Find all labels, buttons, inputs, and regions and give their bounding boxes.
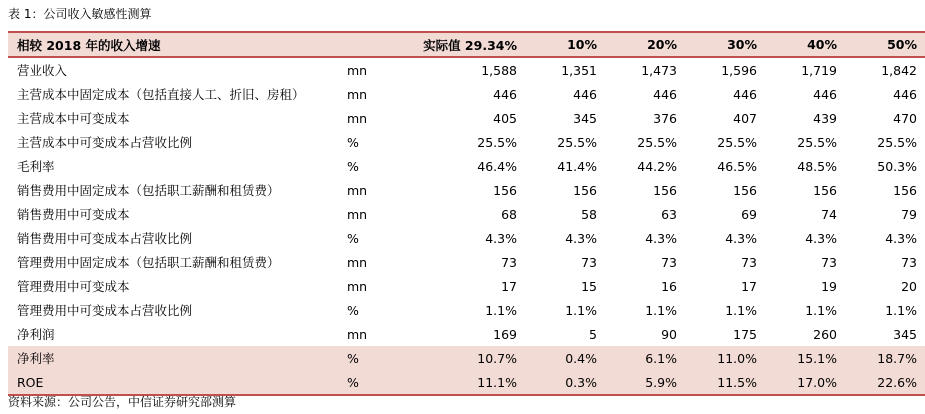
row-value: 69 (741, 206, 757, 222)
row-value: 15.1% (765, 346, 845, 370)
row-value: 1,351 (561, 62, 597, 78)
row-value: 4.3% (645, 230, 677, 246)
table-row (8, 130, 925, 154)
row-unit: mn (347, 326, 368, 342)
row-value: 470 (893, 110, 917, 126)
row-label: ROE (8, 370, 347, 395)
revenue-sensitivity-table (8, 31, 925, 396)
table-row (8, 346, 925, 370)
row-label: 净利率 (8, 346, 347, 370)
row-value: 446 (573, 86, 597, 102)
row-value: 446 (893, 86, 917, 102)
row-value: 63 (661, 206, 677, 222)
table-row (8, 82, 925, 106)
row-value: 17.0% (765, 370, 845, 395)
row-value: 4.3% (725, 230, 757, 246)
header-row (8, 32, 925, 57)
row-value: 260 (813, 326, 837, 342)
row-value: 1,719 (801, 62, 837, 78)
header-20pct: 20% (605, 32, 685, 57)
row-value: 25.5% (877, 134, 917, 150)
table-row (8, 106, 925, 130)
row-value: 376 (653, 110, 677, 126)
row-value: 17 (501, 278, 517, 294)
row-value: 20 (901, 278, 917, 294)
row-value: 5 (589, 326, 597, 342)
table-row (8, 226, 925, 250)
source-note: 资料来源：公司公告，中信证券研究部测算 (8, 395, 237, 409)
table-row (8, 298, 925, 322)
row-value: 4.3% (885, 230, 917, 246)
row-value: 0.3% (525, 370, 605, 395)
row-value: 156 (893, 182, 917, 198)
row-value: 73 (581, 254, 597, 270)
row-value: 405 (493, 110, 517, 126)
row-value: 4.3% (485, 230, 517, 246)
table-header (8, 32, 925, 57)
row-value: 1.1% (725, 302, 757, 318)
row-unit: mn (347, 206, 368, 222)
table-row (8, 250, 925, 274)
row-unit: mn (347, 254, 368, 270)
row-value: 68 (501, 206, 517, 222)
header-label: 相较 2018 年的收入增速 (8, 32, 347, 57)
table-body (8, 57, 925, 395)
table-row (8, 370, 925, 395)
row-value: 11.0% (685, 346, 765, 370)
row-value: 58 (581, 206, 597, 222)
row-unit: % (347, 158, 359, 174)
row-value: 345 (573, 110, 597, 126)
row-value: 446 (813, 86, 837, 102)
row-value: 407 (733, 110, 757, 126)
row-value: 1.1% (485, 302, 517, 318)
row-value: 46.4% (477, 158, 517, 174)
row-value: 22.6% (845, 370, 925, 395)
row-value: 1,473 (641, 62, 677, 78)
row-unit: mn (347, 110, 368, 126)
row-value: 50.3% (877, 158, 917, 174)
row-value: 11.1% (409, 370, 525, 395)
row-value: 41.4% (557, 158, 597, 174)
table-row (8, 322, 925, 346)
row-value: 25.5% (637, 134, 677, 150)
row-value: 25.5% (717, 134, 757, 150)
header-30pct: 30% (685, 32, 765, 57)
row-label: 主营成本中固定成本（包括直接人工、折旧、房租） (17, 87, 305, 102)
row-label: 销售费用中固定成本（包括职工薪酬和租赁费） (17, 183, 280, 198)
row-value: 439 (813, 110, 837, 126)
row-value: 73 (661, 254, 677, 270)
header-50pct: 50% (845, 32, 925, 57)
row-unit: mn (347, 86, 368, 102)
row-unit: % (347, 134, 359, 150)
row-value: 10.7% (409, 346, 525, 370)
row-unit: % (347, 370, 409, 395)
row-value: 18.7% (845, 346, 925, 370)
row-value: 1.1% (565, 302, 597, 318)
row-value: 16 (661, 278, 677, 294)
row-value: 25.5% (797, 134, 837, 150)
row-label: 管理费用中固定成本（包括职工薪酬和租赁费） (17, 255, 280, 270)
row-label: 毛利率 (17, 159, 55, 174)
row-value: 17 (741, 278, 757, 294)
row-unit: % (347, 230, 359, 246)
row-label: 主营成本中可变成本占营收比例 (17, 135, 193, 150)
row-value: 1,596 (721, 62, 757, 78)
row-value: 73 (741, 254, 757, 270)
row-label: 净利润 (17, 327, 55, 342)
row-unit: mn (347, 278, 368, 294)
row-value: 446 (653, 86, 677, 102)
row-unit: % (347, 346, 409, 370)
row-value: 156 (653, 182, 677, 198)
row-value: 156 (813, 182, 837, 198)
row-value: 73 (821, 254, 837, 270)
table-row (8, 274, 925, 298)
row-value: 25.5% (557, 134, 597, 150)
row-value: 11.5% (685, 370, 765, 395)
header-unit (347, 32, 409, 57)
row-value: 446 (733, 86, 757, 102)
header-10pct: 10% (525, 32, 605, 57)
table-row (8, 202, 925, 226)
row-value: 1.1% (805, 302, 837, 318)
row-value: 46.5% (717, 158, 757, 174)
row-value: 73 (901, 254, 917, 270)
row-value: 175 (733, 326, 757, 342)
table-row (8, 154, 925, 178)
table-row (8, 57, 925, 82)
row-value: 90 (661, 326, 677, 342)
table-row (8, 178, 925, 202)
row-value: 4.3% (565, 230, 597, 246)
row-value: 169 (493, 326, 517, 342)
header-40pct: 40% (765, 32, 845, 57)
row-value: 15 (581, 278, 597, 294)
row-value: 1.1% (645, 302, 677, 318)
row-label: 管理费用中可变成本 (17, 279, 130, 294)
row-value: 345 (893, 326, 917, 342)
row-value: 5.9% (605, 370, 685, 395)
row-label: 销售费用中可变成本占营收比例 (17, 231, 193, 246)
row-value: 73 (501, 254, 517, 270)
row-value: 4.3% (805, 230, 837, 246)
row-value: 48.5% (797, 158, 837, 174)
row-unit: mn (347, 182, 368, 198)
row-value: 156 (573, 182, 597, 198)
row-value: 6.1% (605, 346, 685, 370)
row-value: 25.5% (477, 134, 517, 150)
table-caption: 表 1：公司收入敏感性测算 (8, 7, 152, 21)
row-value: 156 (733, 182, 757, 198)
row-value: 44.2% (637, 158, 677, 174)
row-label: 主营成本中可变成本 (17, 111, 130, 126)
row-label: 销售费用中可变成本 (17, 207, 130, 222)
row-value: 156 (493, 182, 517, 198)
header-actual: 实际值 29.34% (409, 32, 525, 57)
row-unit: mn (347, 62, 368, 78)
row-value: 1,842 (881, 62, 917, 78)
row-value: 446 (493, 86, 517, 102)
row-value: 79 (901, 206, 917, 222)
row-unit: % (347, 302, 359, 318)
row-label: 营业收入 (17, 63, 68, 78)
row-value: 74 (821, 206, 837, 222)
row-value: 1.1% (885, 302, 917, 318)
row-label: 管理费用中可变成本占营收比例 (17, 303, 193, 318)
row-value: 0.4% (525, 346, 605, 370)
row-value: 19 (821, 278, 837, 294)
row-value: 1,588 (481, 62, 517, 78)
